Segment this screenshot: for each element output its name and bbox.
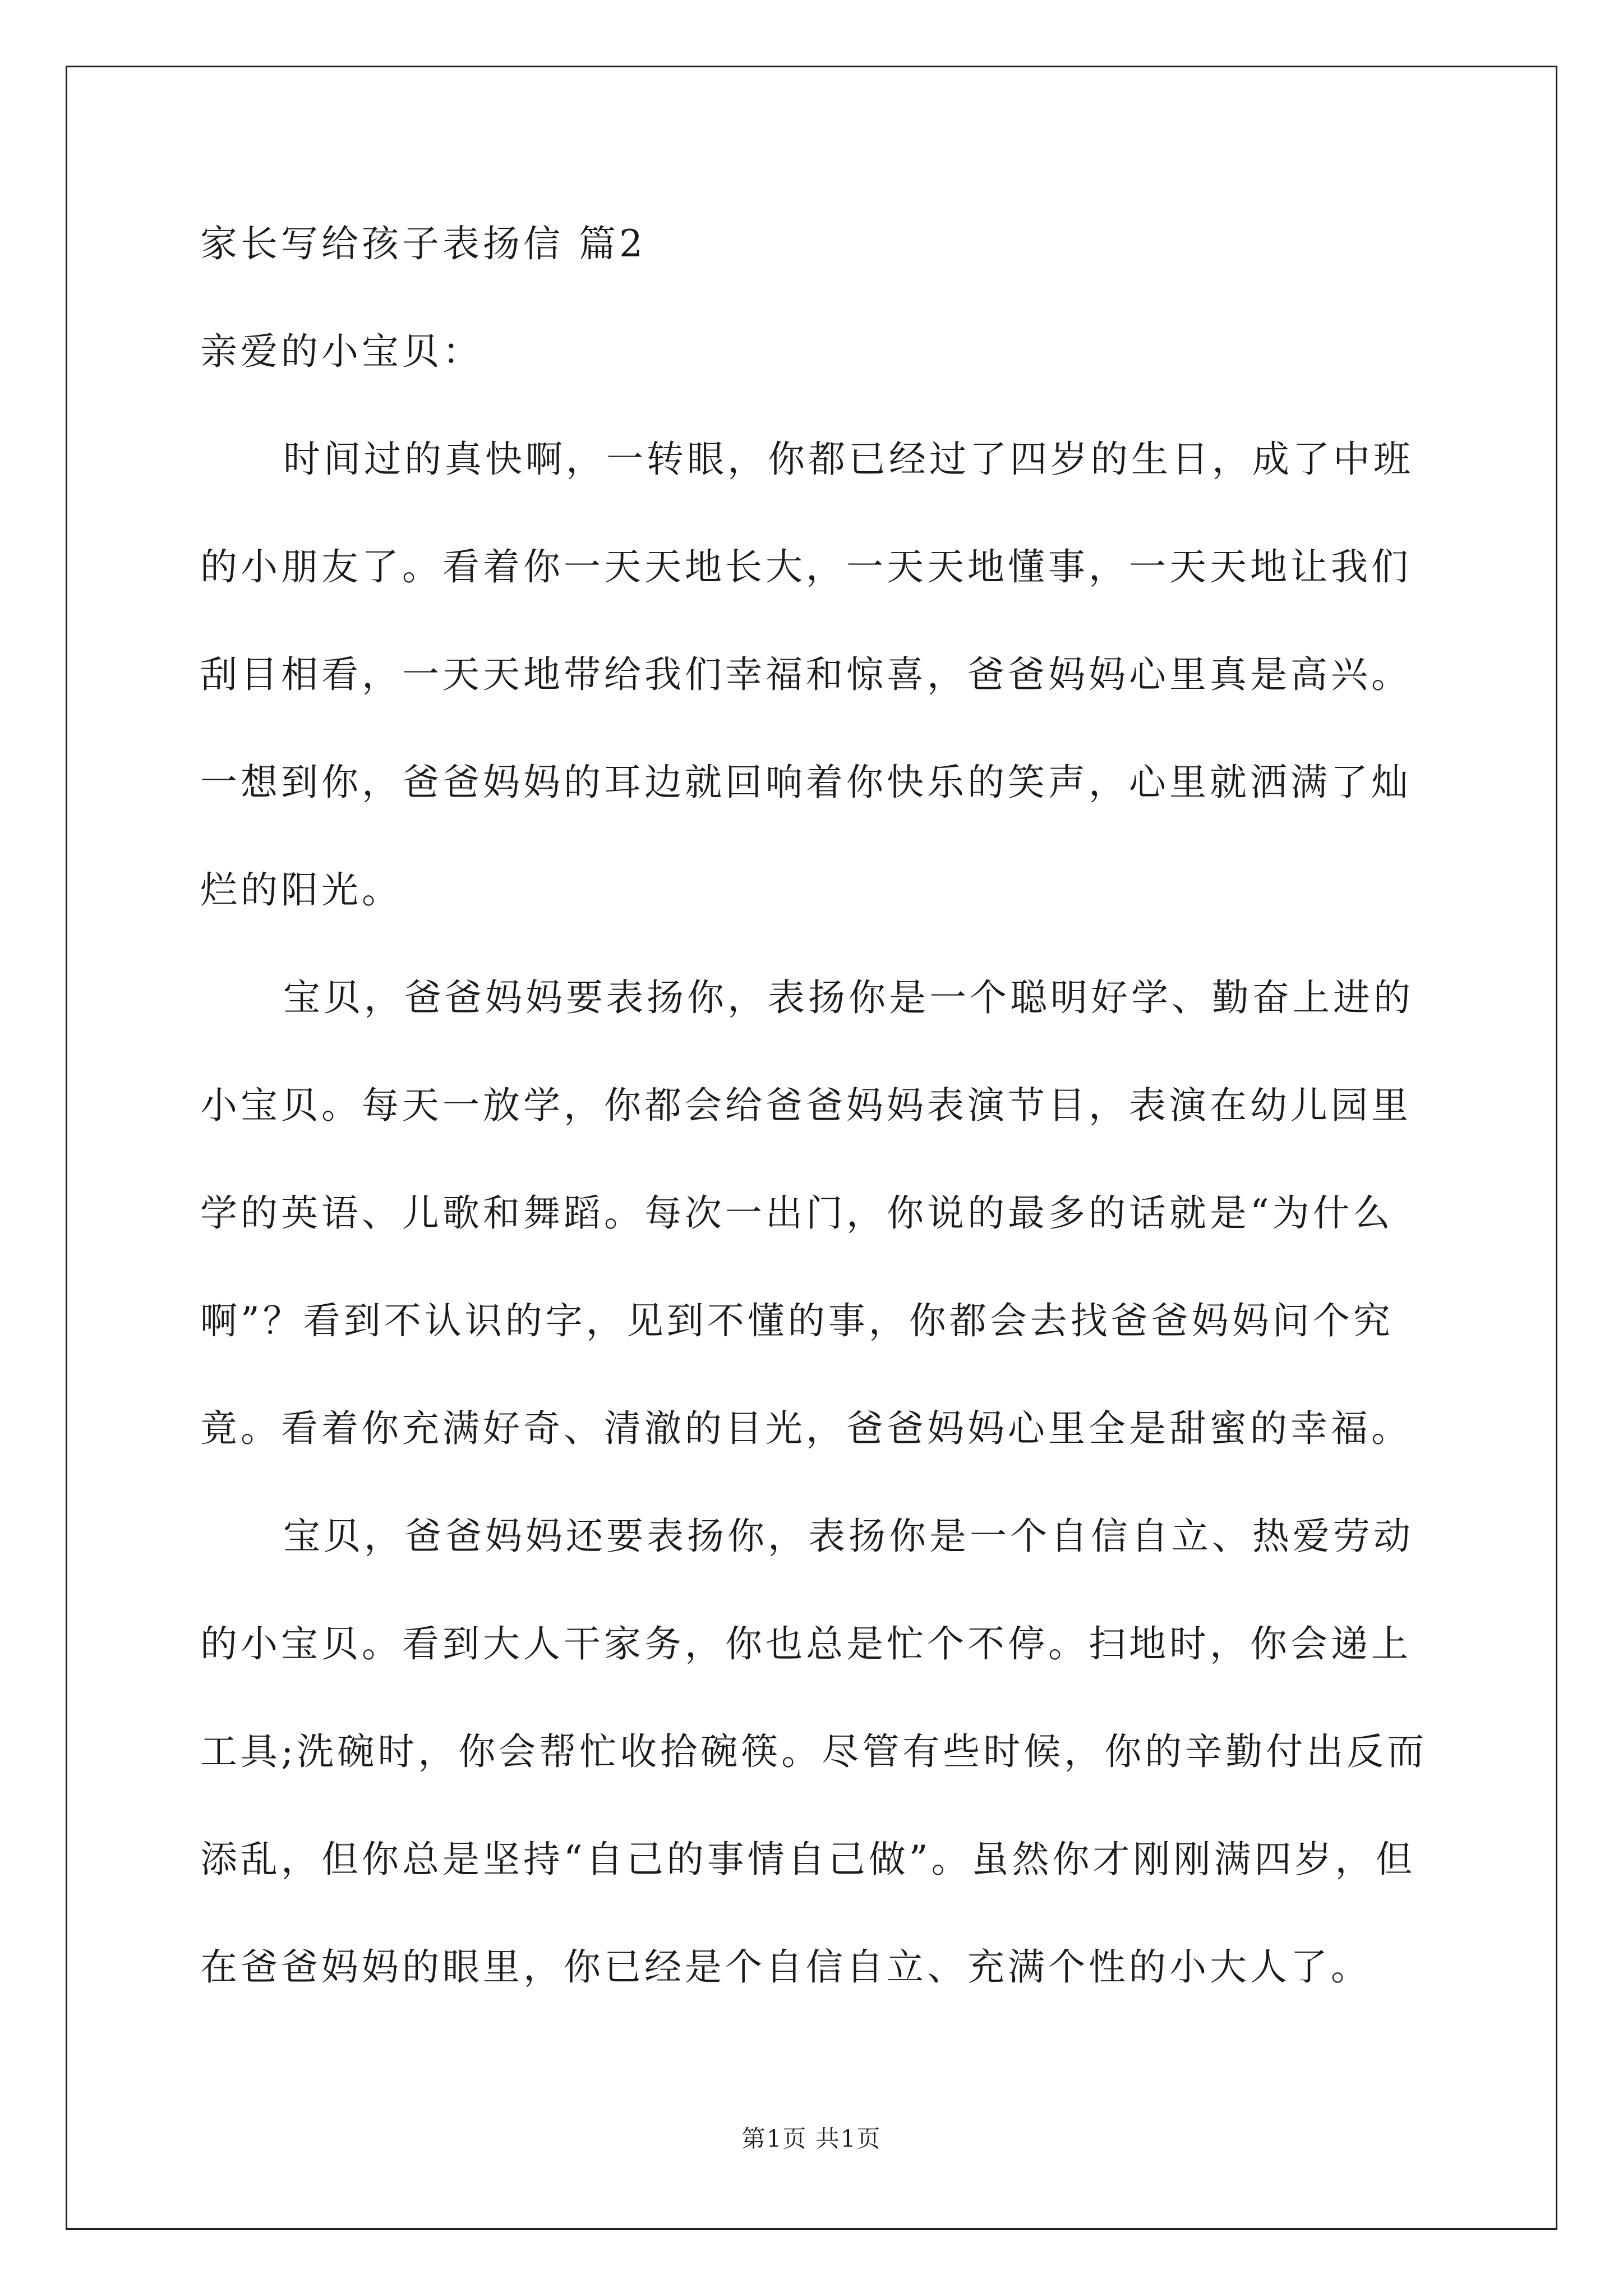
paragraph-1 <box>200 431 1428 918</box>
paragraph-line: 宝贝，爸爸妈妈还要表扬你，表扬你是一个自信自立、热爱劳动 <box>283 1515 1414 1558</box>
salutation: 亲爱的小宝贝： <box>200 330 483 373</box>
document-body <box>200 216 1428 2047</box>
paragraph-line: 的小宝贝。看到大人干家务，你也总是忙个不停。扫地时，你会递上 <box>200 1622 1412 1665</box>
paragraph-line: 宝贝，爸爸妈妈要表扬你，表扬你是一个聪明好学、勤奋上进的 <box>283 976 1414 1019</box>
paragraph-line: 竟。看着你充满好奇、清澈的目光，爸爸妈妈心里全是甜蜜的幸福。 <box>200 1407 1412 1450</box>
paragraph-line: 的小朋友了。看着你一天天地长大，一天天地懂事，一天天地让我们 <box>200 545 1412 588</box>
paragraph-line: 学的英语、儿歌和舞蹈。每次一出门，你说的最多的话就是“为什么 <box>200 1191 1394 1235</box>
paragraph-line: 时间过的真快啊，一转眼，你都已经过了四岁的生日，成了中班 <box>283 438 1414 481</box>
paragraph-line: 添乱，但你总是坚持“自己的事情自己做”。虽然你才刚刚满四岁，但 <box>200 1838 1416 1881</box>
document-title: 家长写给孩子表扬信 篇2 <box>200 222 646 265</box>
paragraph-line: 工具;洗碗时，你会帮忙收拾碗筷。尽管有些时候，你的辛勤付出反而 <box>200 1730 1428 1773</box>
paragraph-line: 小宝贝。每天一放学，你都会给爸爸妈妈表演节目，表演在幼儿园里 <box>200 1084 1412 1127</box>
paragraph-line: 烂的阳光。 <box>200 868 402 912</box>
paragraph-line: 一想到你，爸爸妈妈的耳边就回响着你快乐的笑声，心里就洒满了灿 <box>200 761 1412 804</box>
paragraph-3 <box>200 1508 1428 1995</box>
paragraph-line: 在爸爸妈妈的眼里，你已经是个自信自立、充满个性的小大人了。 <box>200 1945 1371 1989</box>
paragraph-2 <box>200 970 1428 1457</box>
paragraph-line: 啊”？看到不认识的字，见到不懂的事，你都会去找爸爸妈妈问个究 <box>200 1299 1394 1342</box>
paragraph-line: 刮目相看，一天天地带给我们幸福和惊喜，爸爸妈妈心里真是高兴。 <box>200 653 1412 696</box>
page-number-footer: 第1页 共1页 <box>741 2125 882 2152</box>
